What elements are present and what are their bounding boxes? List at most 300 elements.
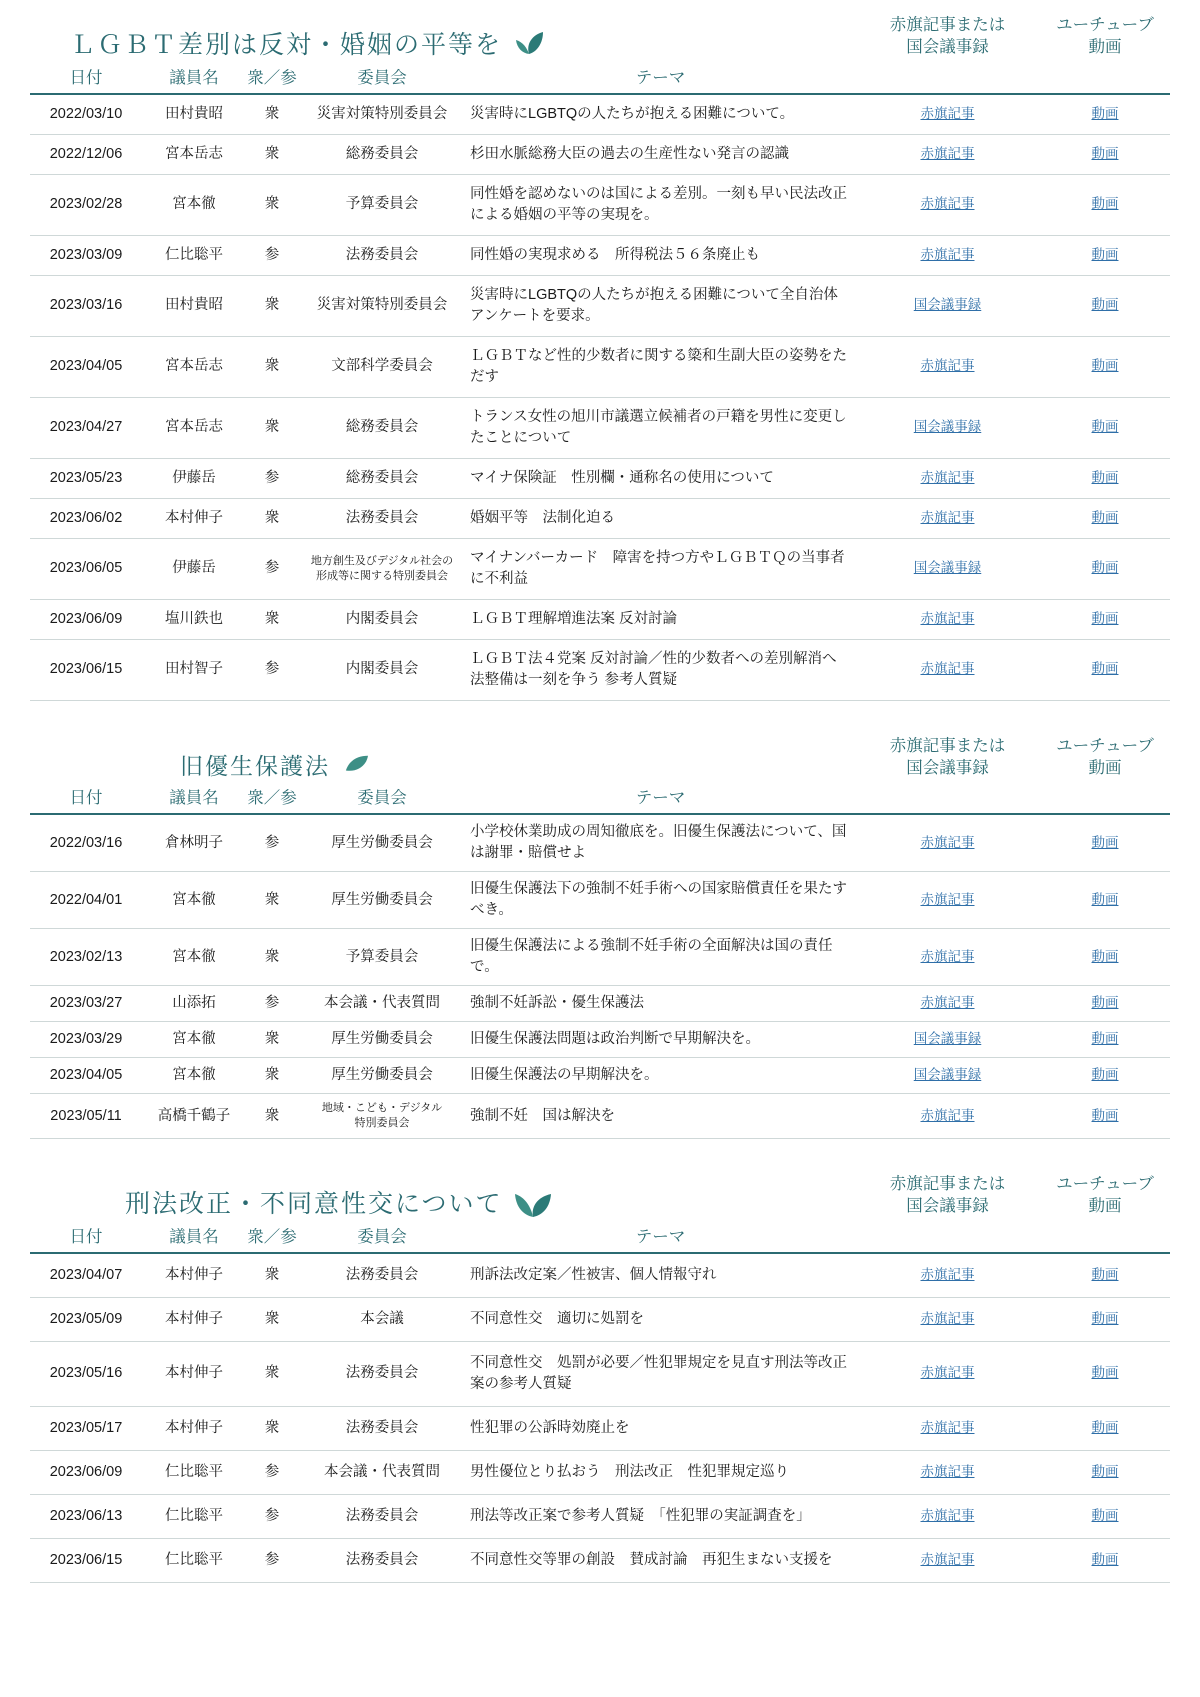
col-committee: 委員会	[298, 63, 466, 94]
akahata-link[interactable]: 赤旗記事	[920, 509, 975, 525]
cell-date: 2023/06/15	[30, 1538, 142, 1582]
col-date: 日付	[30, 63, 142, 94]
video-link[interactable]: 動画	[1091, 1031, 1119, 1047]
cell-source	[855, 275, 1040, 336]
table-row	[30, 1406, 1170, 1450]
cell-date: 2023/04/07	[30, 1253, 142, 1298]
col-theme: テーマ	[466, 63, 855, 94]
cell-house: 衆	[246, 275, 298, 336]
table-header-row	[30, 783, 1170, 814]
cell-source	[855, 235, 1040, 275]
giziroku-link[interactable]: 国会議事録	[913, 560, 982, 576]
video-link[interactable]: 動画	[1091, 1067, 1119, 1083]
cell-house: 衆	[246, 599, 298, 639]
cell-house: 参	[246, 1494, 298, 1538]
col-member: 議員名	[142, 1222, 246, 1253]
cell-date: 2023/04/27	[30, 397, 142, 458]
cell-member: 宮本岳志	[142, 336, 246, 397]
cell-member: 塩川鉄也	[142, 599, 246, 639]
cell-committee: 法務委員会	[298, 1406, 466, 1450]
cell-source	[855, 1022, 1040, 1058]
cell-committee: 総務委員会	[298, 397, 466, 458]
video-link[interactable]: 動画	[1091, 610, 1119, 626]
cell-theme: 不同意性交 適切に処罰を	[466, 1297, 855, 1341]
cell-date: 2023/06/09	[30, 1450, 142, 1494]
committee-line: 地方創生及びデジタル社会の	[310, 554, 454, 567]
video-link[interactable]: 動画	[1091, 1310, 1119, 1326]
akahata-link[interactable]: 赤旗記事	[920, 1310, 975, 1326]
committee-line: 地域・こども・デジタル	[321, 1102, 443, 1115]
cell-theme: 小学校休業助成の周知徹底を。旧優生保護法について、国は謝罪・賠償せよ	[466, 814, 855, 872]
cell-video	[1040, 1538, 1170, 1582]
akahata-link[interactable]: 赤旗記事	[920, 469, 975, 485]
section-eugenics	[30, 735, 1170, 1139]
cell-member: 宮本徹	[142, 1058, 246, 1094]
akahata-link[interactable]: 赤旗記事	[920, 834, 975, 850]
table-row	[30, 1297, 1170, 1341]
cell-theme: 刑訴法改定案／性被害、個人情報守れ	[466, 1253, 855, 1298]
akahata-link[interactable]: 赤旗記事	[920, 661, 975, 677]
table-row	[30, 235, 1170, 275]
cell-date: 2023/06/15	[30, 639, 142, 700]
cell-video	[1040, 94, 1170, 135]
video-link[interactable]: 動画	[1091, 1365, 1119, 1381]
col-member: 議員名	[142, 63, 246, 94]
cell-theme: 同性婚を認めないのは国による差別。一刻も早い民法改正による婚姻の平等の実現を。	[466, 174, 855, 235]
table-row	[30, 397, 1170, 458]
cell-house: 衆	[246, 1022, 298, 1058]
akahata-link[interactable]: 赤旗記事	[920, 196, 975, 212]
table-row	[30, 1058, 1170, 1094]
giziroku-link[interactable]: 国会議事録	[913, 1067, 982, 1083]
video-link[interactable]: 動画	[1091, 1107, 1119, 1123]
cell-theme: 強制不妊 国は解決を	[466, 1094, 855, 1139]
table-row	[30, 1341, 1170, 1406]
table-row	[30, 94, 1170, 135]
video-link[interactable]: 動画	[1091, 469, 1119, 485]
video-link[interactable]: 動画	[1091, 1507, 1119, 1523]
cell-committee: 厚生労働委員会	[298, 872, 466, 929]
cell-committee: 法務委員会	[298, 1494, 466, 1538]
cell-video	[1040, 134, 1170, 174]
leaf-icon	[340, 752, 374, 778]
cell-member: 田村貴昭	[142, 94, 246, 135]
cell-date: 2023/03/09	[30, 235, 142, 275]
cell-source	[855, 1297, 1040, 1341]
cell-source	[855, 1058, 1040, 1094]
table-row	[30, 1494, 1170, 1538]
col-committee: 委員会	[298, 783, 466, 814]
cell-house: 衆	[246, 929, 298, 986]
table-lgbt	[30, 63, 1170, 701]
cell-source	[855, 336, 1040, 397]
cell-video	[1040, 986, 1170, 1022]
cell-committee	[298, 538, 466, 599]
col-video	[1040, 783, 1170, 814]
cell-house: 参	[246, 235, 298, 275]
cell-date: 2023/05/09	[30, 1297, 142, 1341]
cell-date: 2023/03/27	[30, 986, 142, 1022]
table-criminal-law	[30, 1222, 1170, 1583]
section-title: ＬＧＢＴ差別は反対・婚姻の平等を	[70, 30, 503, 59]
akahata-link[interactable]: 赤旗記事	[920, 1507, 975, 1523]
cell-source	[855, 872, 1040, 929]
cell-member: 本村伸子	[142, 1406, 246, 1450]
video-link[interactable]: 動画	[1091, 419, 1119, 435]
cell-house: 衆	[246, 498, 298, 538]
table-row	[30, 336, 1170, 397]
section-title-wrap	[30, 748, 374, 781]
cell-committee: 法務委員会	[298, 1538, 466, 1582]
link-column-headers	[855, 735, 1170, 782]
cell-source	[855, 1341, 1040, 1406]
cell-video	[1040, 929, 1170, 986]
akahata-link[interactable]: 赤旗記事	[920, 1107, 975, 1123]
cell-date: 2022/03/10	[30, 94, 142, 135]
cell-video	[1040, 458, 1170, 498]
cell-house: 参	[246, 538, 298, 599]
cell-theme: 同性婚の実現求める 所得税法５６条廃止も	[466, 235, 855, 275]
cell-source	[855, 1538, 1040, 1582]
akahata-link[interactable]: 赤旗記事	[920, 1365, 975, 1381]
video-link[interactable]: 動画	[1091, 509, 1119, 525]
cell-committee: 予算委員会	[298, 174, 466, 235]
section-title-wrap	[30, 1184, 547, 1220]
cell-member: 宮本徹	[142, 174, 246, 235]
cell-member: 仁比聡平	[142, 1494, 246, 1538]
cell-source	[855, 1253, 1040, 1298]
cell-video	[1040, 872, 1170, 929]
table-row	[30, 538, 1170, 599]
akahata-link[interactable]: 赤旗記事	[920, 1419, 975, 1435]
cell-theme: 婚姻平等 法制化迫る	[466, 498, 855, 538]
cell-video	[1040, 275, 1170, 336]
cell-video	[1040, 1494, 1170, 1538]
cell-committee: 内閣委員会	[298, 639, 466, 700]
cell-member: 宮本岳志	[142, 397, 246, 458]
cell-theme: ＬＧＢＴ理解増進法案 反対討論	[466, 599, 855, 639]
akahata-link[interactable]: 赤旗記事	[920, 891, 975, 907]
table-row	[30, 986, 1170, 1022]
col-date: 日付	[30, 783, 142, 814]
source-header-line1: 赤旗記事または	[889, 16, 1006, 34]
table-body	[30, 814, 1170, 1138]
akahata-link[interactable]: 赤旗記事	[920, 358, 975, 374]
cell-committee: 本会議・代表質問	[298, 1450, 466, 1494]
table-row	[30, 1450, 1170, 1494]
cell-video	[1040, 538, 1170, 599]
cell-house: 衆	[246, 1341, 298, 1406]
col-source	[855, 1222, 1040, 1253]
cell-theme: ＬＧＢＴなど性的少数者に関する簗和生副大臣の姿勢をただす	[466, 336, 855, 397]
cell-source	[855, 639, 1040, 700]
cell-theme: トランス女性の旭川市議選立候補者の戸籍を男性に変更したことについて	[466, 397, 855, 458]
cell-house: 衆	[246, 94, 298, 135]
table-row	[30, 1022, 1170, 1058]
table-header-row	[30, 63, 1170, 94]
col-video	[1040, 63, 1170, 94]
cell-member: 伊藤岳	[142, 458, 246, 498]
cell-video	[1040, 639, 1170, 700]
section-title: 旧優生保護法	[180, 753, 330, 780]
col-committee: 委員会	[298, 1222, 466, 1253]
table-row	[30, 498, 1170, 538]
cell-member: 宮本徹	[142, 929, 246, 986]
cell-date: 2023/06/05	[30, 538, 142, 599]
video-link[interactable]: 動画	[1091, 995, 1119, 1011]
link-column-headers	[855, 14, 1170, 61]
cell-theme: 旧優生保護法の早期解決を。	[466, 1058, 855, 1094]
table-body	[30, 1253, 1170, 1583]
akahata-link[interactable]: 赤旗記事	[920, 246, 975, 262]
cell-house: 衆	[246, 1094, 298, 1139]
table-row	[30, 814, 1170, 872]
cell-house: 衆	[246, 1406, 298, 1450]
table-row	[30, 134, 1170, 174]
table-header-row	[30, 1222, 1170, 1253]
cell-committee: 文部科学委員会	[298, 336, 466, 397]
cell-source	[855, 538, 1040, 599]
cell-member: 仁比聡平	[142, 1538, 246, 1582]
giziroku-link[interactable]: 国会議事録	[913, 297, 982, 313]
akahata-link[interactable]: 赤旗記事	[920, 995, 975, 1011]
cell-video	[1040, 1341, 1170, 1406]
video-link[interactable]: 動画	[1091, 105, 1119, 121]
table-row	[30, 174, 1170, 235]
cell-source	[855, 986, 1040, 1022]
cell-house: 衆	[246, 397, 298, 458]
cell-video	[1040, 235, 1170, 275]
cell-theme: 災害時にLGBTQの人たちが抱える困難について全自治体アンケートを要求。	[466, 275, 855, 336]
cell-house: 参	[246, 814, 298, 872]
table-row	[30, 1253, 1170, 1298]
cell-video	[1040, 1253, 1170, 1298]
video-link[interactable]: 動画	[1091, 560, 1119, 576]
cell-date: 2022/12/06	[30, 134, 142, 174]
section-header	[30, 1173, 1170, 1222]
table-row	[30, 458, 1170, 498]
cell-theme: マイナンバーカード 障害を持つ方やＬＧＢＴＱの当事者に不利益	[466, 538, 855, 599]
video-link[interactable]: 動画	[1091, 1266, 1119, 1282]
video-header-line1: ユーチューブ	[1056, 1175, 1154, 1194]
source-header-line1: 赤旗記事または	[889, 1175, 1006, 1194]
video-header-line2: 動画	[1088, 1197, 1122, 1216]
cell-member: 宮本徹	[142, 1022, 246, 1058]
akahata-link[interactable]: 赤旗記事	[920, 145, 975, 161]
cell-house: 参	[246, 639, 298, 700]
cell-theme: ＬＧＢＴ法４党案 反対討論／性的少数者への差別解消へ 法整備は一刻を争う 参考人質疑	[466, 639, 855, 700]
akahata-link[interactable]: 赤旗記事	[920, 1463, 975, 1479]
cell-video	[1040, 1058, 1170, 1094]
cell-source	[855, 458, 1040, 498]
cell-committee: 法務委員会	[298, 1341, 466, 1406]
cell-video	[1040, 1094, 1170, 1139]
cell-video	[1040, 599, 1170, 639]
video-header-line1: ユーチューブ	[1056, 16, 1154, 34]
cell-theme: 杉田水脈総務大臣の過去の生産性ない発言の認識	[466, 134, 855, 174]
table-row	[30, 872, 1170, 929]
akahata-link[interactable]: 赤旗記事	[920, 105, 975, 121]
cell-theme: 男性優位とり払おう 刑法改正 性犯罪規定巡り	[466, 1450, 855, 1494]
video-link[interactable]: 動画	[1091, 661, 1119, 677]
cell-source	[855, 599, 1040, 639]
cell-date: 2023/04/05	[30, 1058, 142, 1094]
cell-date: 2023/06/09	[30, 599, 142, 639]
cell-video	[1040, 174, 1170, 235]
cell-date: 2022/04/01	[30, 872, 142, 929]
table-row	[30, 1094, 1170, 1139]
video-column-header	[1040, 14, 1170, 59]
cell-member: 倉林明子	[142, 814, 246, 872]
cell-committee: 法務委員会	[298, 498, 466, 538]
video-link[interactable]: 動画	[1091, 297, 1119, 313]
source-header-line2: 国会議事録	[906, 1197, 989, 1216]
col-source	[855, 63, 1040, 94]
cell-committee: 予算委員会	[298, 929, 466, 986]
video-link[interactable]: 動画	[1091, 246, 1119, 262]
cell-video	[1040, 397, 1170, 458]
giziroku-link[interactable]: 国会議事録	[913, 419, 982, 435]
table-body	[30, 94, 1170, 701]
cell-theme: 旧優生保護法による強制不妊手術の全面解決は国の責任で。	[466, 929, 855, 986]
cell-member: 仁比聡平	[142, 1450, 246, 1494]
video-link[interactable]: 動画	[1091, 834, 1119, 850]
cell-source	[855, 1094, 1040, 1139]
cell-date: 2023/05/16	[30, 1341, 142, 1406]
cell-member: 本村伸子	[142, 498, 246, 538]
cell-committee: 厚生労働委員会	[298, 1022, 466, 1058]
cell-house: 衆	[246, 134, 298, 174]
cell-video	[1040, 814, 1170, 872]
video-link[interactable]: 動画	[1091, 948, 1119, 964]
video-link[interactable]: 動画	[1091, 145, 1119, 161]
col-theme: テーマ	[466, 783, 855, 814]
cell-member: 高橋千鶴子	[142, 1094, 246, 1139]
cell-video	[1040, 1406, 1170, 1450]
video-link[interactable]: 動画	[1091, 1463, 1119, 1479]
cell-committee: 本会議	[298, 1297, 466, 1341]
leaf-icon	[512, 30, 546, 56]
cell-date: 2023/05/17	[30, 1406, 142, 1450]
cell-theme: 旧優生保護法下の強制不妊手術への国家賠償責任を果たすべき。	[466, 872, 855, 929]
cell-date: 2023/05/11	[30, 1094, 142, 1139]
table-row	[30, 639, 1170, 700]
cell-source	[855, 94, 1040, 135]
table-row	[30, 929, 1170, 986]
cell-committee: 法務委員会	[298, 1253, 466, 1298]
cell-member: 本村伸子	[142, 1341, 246, 1406]
cell-member: 田村智子	[142, 639, 246, 700]
cell-source	[855, 498, 1040, 538]
video-header-line2: 動画	[1088, 38, 1122, 57]
video-link[interactable]: 動画	[1091, 1551, 1119, 1567]
cell-house: 衆	[246, 174, 298, 235]
col-house: 衆／参	[246, 63, 298, 94]
video-link[interactable]: 動画	[1091, 891, 1119, 907]
cell-theme: 旧優生保護法問題は政治判断で早期解決を。	[466, 1022, 855, 1058]
cell-source	[855, 929, 1040, 986]
col-house: 衆／参	[246, 783, 298, 814]
cell-committee: 法務委員会	[298, 235, 466, 275]
cell-house: 参	[246, 1538, 298, 1582]
cell-date: 2022/03/16	[30, 814, 142, 872]
video-link[interactable]: 動画	[1091, 1419, 1119, 1435]
cell-member: 山添拓	[142, 986, 246, 1022]
cell-source	[855, 1450, 1040, 1494]
source-column-header	[855, 1173, 1040, 1218]
akahata-link[interactable]: 赤旗記事	[920, 610, 975, 626]
cell-house: 衆	[246, 1253, 298, 1298]
cell-member: 宮本徹	[142, 872, 246, 929]
section-criminal-law	[30, 1173, 1170, 1583]
cell-video	[1040, 498, 1170, 538]
video-header-line1: ユーチューブ	[1056, 736, 1154, 755]
cell-date: 2023/05/23	[30, 458, 142, 498]
leaf-icon	[513, 1189, 547, 1215]
cell-committee: 災害対策特別委員会	[298, 275, 466, 336]
cell-theme: マイナ保険証 性別欄・通称名の使用について	[466, 458, 855, 498]
section-header	[30, 735, 1170, 784]
cell-committee: 厚生労働委員会	[298, 1058, 466, 1094]
video-header-line2: 動画	[1088, 759, 1122, 778]
cell-date: 2023/02/28	[30, 174, 142, 235]
cell-committee: 総務委員会	[298, 134, 466, 174]
cell-theme: 強制不妊訴訟・優生保護法	[466, 986, 855, 1022]
cell-member: 本村伸子	[142, 1253, 246, 1298]
cell-source	[855, 397, 1040, 458]
source-column-header	[855, 14, 1040, 59]
cell-video	[1040, 1297, 1170, 1341]
cell-house: 衆	[246, 1297, 298, 1341]
cell-house: 衆	[246, 872, 298, 929]
cell-house: 衆	[246, 1058, 298, 1094]
cell-committee: 本会議・代表質問	[298, 986, 466, 1022]
cell-theme: 不同意性交 処罰が必要／性犯罪規定を見直す刑法等改正案の参考人質疑	[466, 1341, 855, 1406]
col-house: 衆／参	[246, 1222, 298, 1253]
source-header-line2: 国会議事録	[906, 759, 989, 778]
cell-date: 2023/06/13	[30, 1494, 142, 1538]
committee-line: 特別委員会	[354, 1117, 410, 1130]
cell-source	[855, 1406, 1040, 1450]
cell-theme: 性犯罪の公訴時効廃止を	[466, 1406, 855, 1450]
video-link[interactable]: 動画	[1091, 358, 1119, 374]
cell-theme: 災害時にLGBTQの人たちが抱える困難について。	[466, 94, 855, 135]
cell-date: 2023/03/16	[30, 275, 142, 336]
akahata-link[interactable]: 赤旗記事	[920, 1551, 975, 1567]
table-row	[30, 275, 1170, 336]
table-eugenics	[30, 783, 1170, 1139]
cell-video	[1040, 1450, 1170, 1494]
cell-member: 田村貴昭	[142, 275, 246, 336]
cell-video	[1040, 336, 1170, 397]
table-row	[30, 599, 1170, 639]
cell-house: 参	[246, 986, 298, 1022]
table-row	[30, 1538, 1170, 1582]
section-lgbt	[30, 14, 1170, 701]
akahata-link[interactable]: 赤旗記事	[920, 1266, 975, 1282]
video-link[interactable]: 動画	[1091, 196, 1119, 212]
cell-theme: 刑法等改正案で参考人質疑 「性犯罪の実証調査を」	[466, 1494, 855, 1538]
section-title-wrap	[30, 25, 546, 61]
cell-source	[855, 174, 1040, 235]
cell-house: 参	[246, 458, 298, 498]
source-header-line2: 国会議事録	[906, 38, 989, 57]
akahata-link[interactable]: 赤旗記事	[920, 948, 975, 964]
video-column-header	[1040, 1173, 1170, 1218]
cell-date: 2023/06/02	[30, 498, 142, 538]
cell-member: 仁比聡平	[142, 235, 246, 275]
giziroku-link[interactable]: 国会議事録	[913, 1031, 982, 1047]
